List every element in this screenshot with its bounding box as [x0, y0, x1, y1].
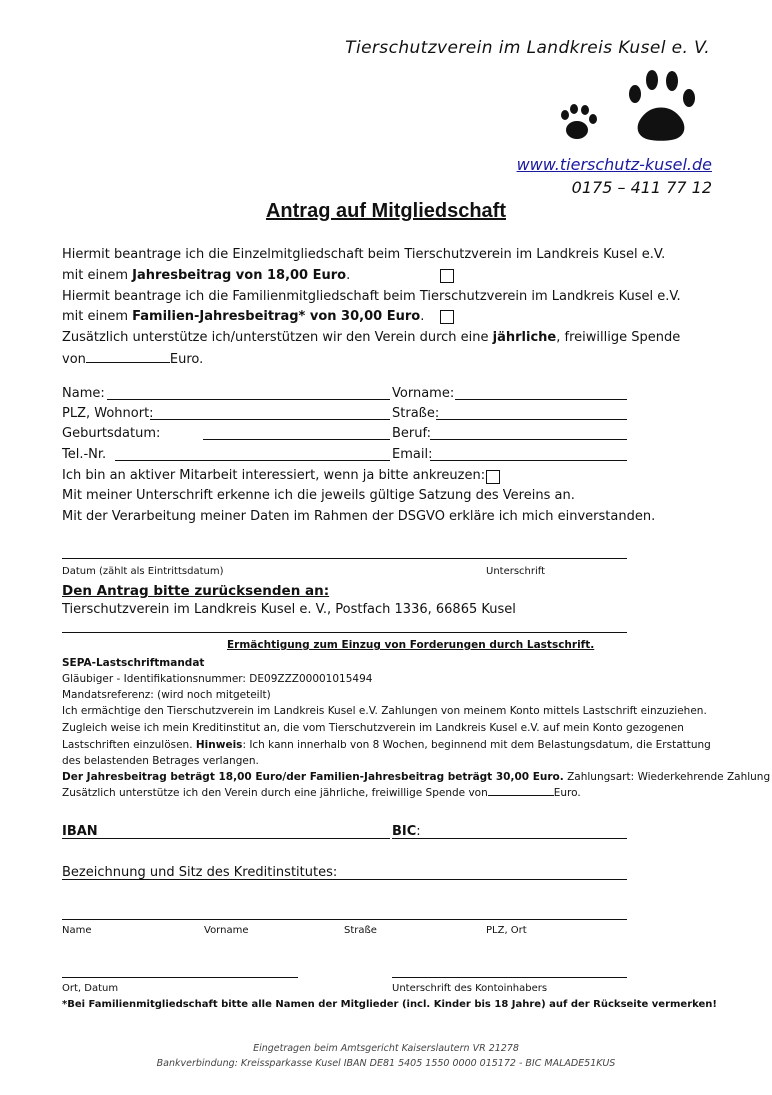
sepa-text-1: Ich ermächtige den Tierschutzverein im Landkreis Kusel e.V. Zahlungen von meinem Konto mittels Lastschrift einzuziehen.: [62, 705, 707, 717]
intro-line-spende-betrag: von Euro.: [62, 349, 203, 370]
geburtsdatum-field[interactable]: [203, 439, 390, 440]
einzel-checkbox[interactable]: [440, 269, 454, 283]
vorname-label: Vorname:: [392, 386, 455, 401]
sepa-mandat: SEPA-Lastschriftmandat: [62, 657, 205, 669]
mitarbeit-checkbox[interactable]: [486, 470, 500, 484]
intro-line-spende: Zusätzlich unterstütze ich/unterstützen wir den Verein durch eine jährliche, freiwillige Spende: [62, 330, 681, 345]
paw-prints-icon: [555, 68, 705, 148]
sepa-spende-field[interactable]: [488, 784, 554, 796]
unterschrift-inhaber-label: Unterschrift des Kontoinhabers: [392, 983, 548, 994]
mitarbeit-text: Ich bin an aktiver Mitarbeit interessiert, wenn ja bitte ankreuzen:: [62, 468, 486, 483]
mandatsreferenz: Mandatsreferenz: (wird noch mitgeteilt): [62, 689, 271, 701]
sepa-text-6: Zusätzlich unterstütze ich den Verein durch eine jährliche, freiwillige Spende von Euro.: [62, 784, 581, 802]
ort-datum-label: Ort, Datum: [62, 983, 119, 994]
iban-label: IBAN: [62, 824, 98, 839]
return-address: Tierschutzverein im Landkreis Kusel e. V., Postfach 1336, 66865 Kusel: [62, 602, 516, 617]
beruf-field[interactable]: [430, 439, 627, 440]
kontoinhaber-strasse-label: Straße: [344, 925, 377, 936]
kreditinstitut-field[interactable]: [62, 879, 627, 880]
name-field[interactable]: [107, 399, 390, 400]
unterschrift-inhaber-field[interactable]: [392, 977, 627, 978]
footer-register: Eingetragen beim Amtsgericht Kaiserslautern VR 21278: [253, 1043, 519, 1054]
strasse-field[interactable]: [436, 419, 627, 420]
vorname-field[interactable]: [455, 399, 627, 400]
beruf-label: Beruf:: [392, 426, 431, 441]
kontoinhaber-name-label: Name: [62, 925, 92, 936]
kontoinhaber-vorname-label: Vorname: [204, 925, 249, 936]
plz-wohnort-label: PLZ, Wohnort:: [62, 406, 154, 421]
bic-field[interactable]: [392, 838, 627, 839]
page-title: Antrag auf Mitgliedschaft: [265, 200, 506, 222]
sepa-text-4: des belastenden Betrages verlangen.: [62, 755, 259, 767]
email-label: Email:: [392, 447, 433, 462]
glaeubiger-id: Gläubiger - Identifikationsnummer: DE09ZZZ00001015494: [62, 673, 373, 685]
sepa-text-2: Zugleich weise ich mein Kreditinstitut an, die vom Tierschutzverein im Landkreis Kusel e.V. auf mein Konto gezogenen: [62, 722, 684, 734]
datum-unterschrift-line[interactable]: [62, 558, 627, 559]
email-field[interactable]: [430, 460, 627, 461]
unterschrift-label: Unterschrift: [486, 566, 546, 577]
kreditinstitut-label: Bezeichnung und Sitz des Kreditinstitutes:: [62, 865, 338, 880]
phone-number: 0175 – 411 77 12: [571, 178, 712, 197]
intro-line-einzel: Hiermit beantrage ich die Einzelmitgliedschaft beim Tierschutzverein im Landkreis Kusel e.V.: [62, 247, 666, 262]
strasse-label: Straße:: [392, 406, 440, 421]
datum-label: Datum (zählt als Eintrittsdatum): [62, 566, 224, 577]
sepa-heading: Ermächtigung zum Einzug von Forderungen durch Lastschrift.: [227, 639, 595, 651]
tel-field[interactable]: [115, 460, 390, 461]
familie-note: *Bei Familienmitgliedschaft bitte alle Namen der Mitglieder (incl. Kinder bis 18 Jahre) auf der Rückseite vermerken!: [62, 999, 717, 1010]
spende-betrag-field[interactable]: [86, 349, 170, 363]
ort-datum-field[interactable]: [62, 977, 298, 978]
name-label: Name:: [62, 386, 105, 401]
bic-label: BIC:: [392, 824, 421, 839]
plz-wohnort-field[interactable]: [150, 419, 390, 420]
organization-name: Tierschutzverein im Landkreis Kusel e. V.: [345, 38, 710, 58]
footer-bank: Bankverbindung: Kreissparkasse Kusel IBAN DE81 5405 1550 0000 015172 - BIC MALADE51KUS: [156, 1058, 616, 1069]
kontoinhaber-line[interactable]: [62, 919, 627, 920]
intro-line-familie: Hiermit beantrage ich die Familienmitgliedschaft beim Tierschutzverein im Landkreis Kusel e.V.: [62, 289, 681, 304]
geburtsdatum-label: Geburtsdatum:: [62, 426, 161, 441]
familie-checkbox[interactable]: [440, 310, 454, 324]
iban-field[interactable]: [62, 838, 390, 839]
sepa-text-5: Der Jahresbeitrag beträgt 18,00 Euro/der Familien-Jahresbeitrag beträgt 30,00 Euro. Zahlungsart: Wiederkehrende Zahlung: [62, 771, 771, 783]
intro-line-familienbeitrag: mit einem Familien-Jahresbeitrag* von 30,00 Euro.: [62, 309, 425, 324]
sepa-text-3: Lastschriften einzulösen. Hinweis: Ich kann innerhalb von 8 Wochen, beginnend mit dem Belastungsdatum, die Erstattung: [62, 739, 711, 751]
separator: [62, 632, 627, 633]
tel-label: Tel.-Nr.: [62, 447, 107, 462]
dsgvo-text: Mit der Verarbeitung meiner Daten im Rahmen der DSGVO erkläre ich mich einverstanden.: [62, 509, 656, 524]
return-heading: Den Antrag bitte zurücksenden an:: [62, 583, 330, 599]
kontoinhaber-plz-ort-label: PLZ, Ort: [486, 925, 527, 936]
satzung-text: Mit meiner Unterschrift erkenne ich die jeweils gültige Satzung des Vereins an.: [62, 488, 575, 503]
website-link[interactable]: www.tierschutz-kusel.de: [516, 155, 712, 174]
intro-line-jahresbeitrag: mit einem Jahresbeitrag von 18,00 Euro.: [62, 268, 351, 283]
